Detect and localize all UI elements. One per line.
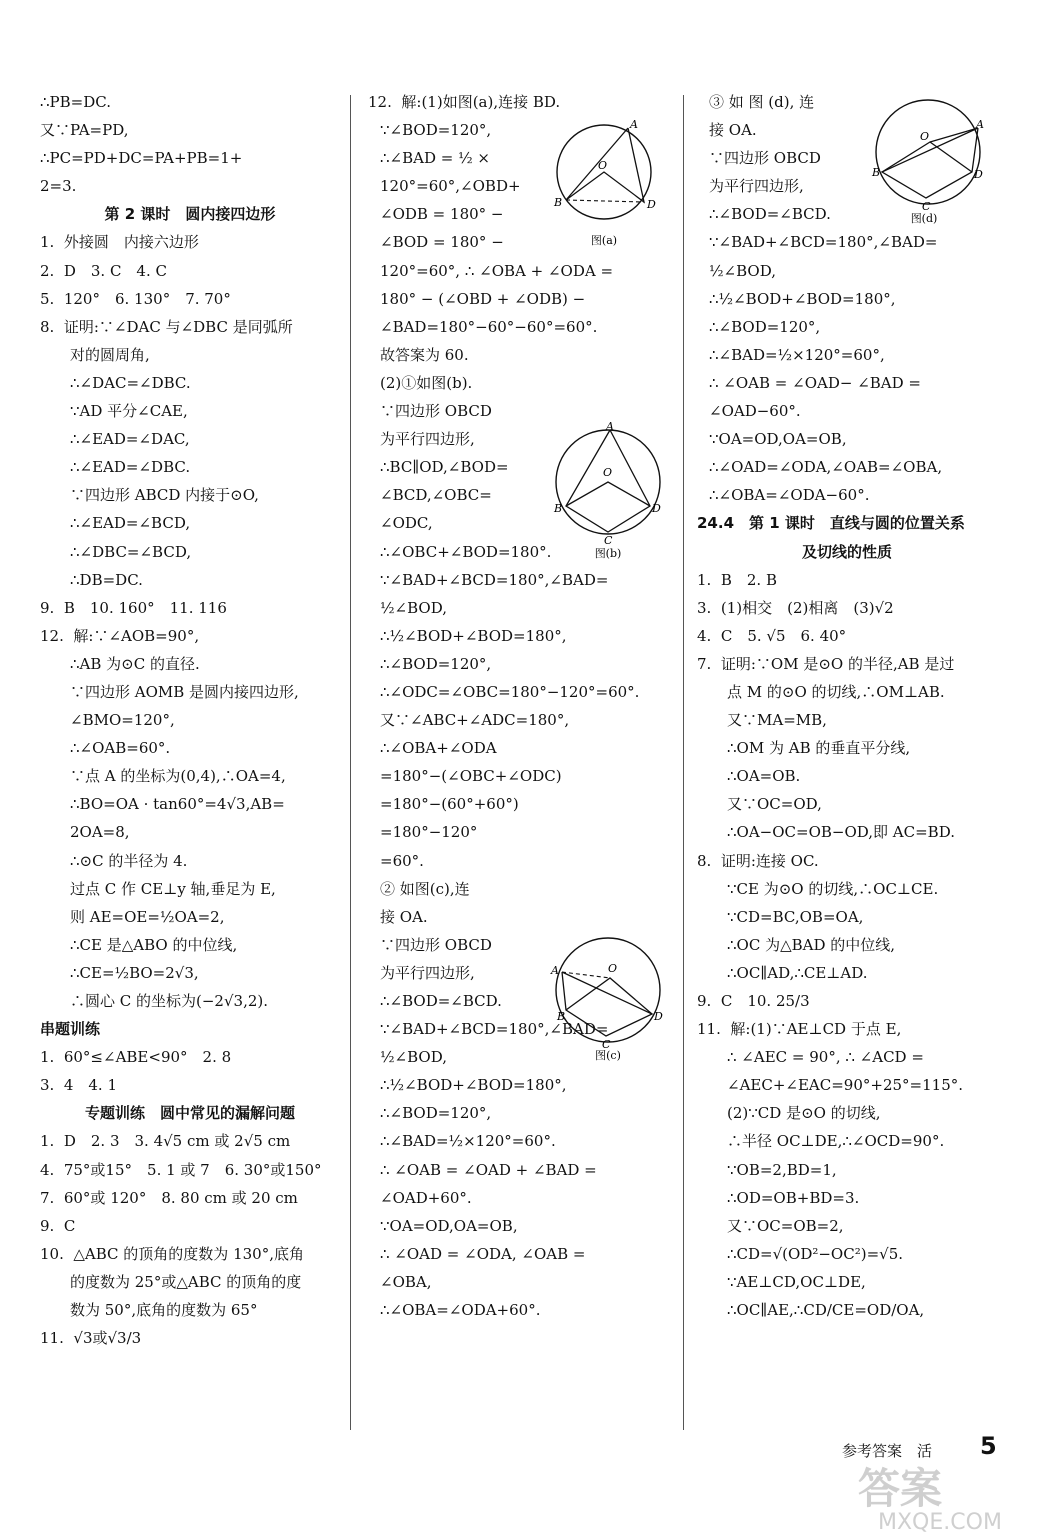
section-heading: 24.4 第 1 课时 直线与圆的位置关系 [697, 514, 965, 533]
answer-line: ∴∠OBC+∠BOD=180°. [380, 542, 552, 561]
figure-caption: 图(d) [910, 212, 938, 225]
answer-line: 1. D 2. 3 3. 4√5 cm 或 2√5 cm [40, 1132, 291, 1151]
svg-text:答案: 答案 [858, 1464, 943, 1513]
label-A: A [551, 964, 559, 977]
answer-line: ∵点 A 的坐标为(0,4),∴OA=4, [70, 767, 286, 786]
answer-line: 为平行四边形, [380, 430, 475, 449]
answer-line: ½∠BOD, [709, 261, 776, 280]
answer-line: 则 AE=OE=½OA=2, [70, 907, 225, 926]
answer-line: 3. 4 4. 1 [40, 1076, 118, 1095]
answer-line: ∴∠BAD = ½ × [380, 149, 490, 168]
answer-line: ∴DB=DC. [70, 570, 143, 589]
figure-c [548, 932, 668, 1062]
label-D: D [974, 168, 983, 181]
answer-line: ∴ ∠AEC = 90°, ∴ ∠ACD = [727, 1048, 924, 1067]
answer-line: ∴OM 为 AB 的垂直平分线, [727, 739, 911, 758]
answer-line: 接 OA. [380, 907, 428, 926]
label-D: D [654, 1010, 663, 1023]
answer-line: 又∵∠ABC+∠ADC=180°, [380, 711, 570, 730]
answer-line: ∵CE 为⊙O 的切线,∴OC⊥CE. [727, 879, 939, 898]
answer-line: ∴AB 为⊙C 的直径. [70, 654, 200, 673]
answer-line: ∴½∠BOD+∠BOD=180°, [380, 626, 567, 645]
answer-line: 为平行四边形, [709, 177, 804, 196]
answer-line: ∴∠DBC=∠BCD, [70, 542, 192, 561]
answer-line: ∴∠OBA+∠ODA [380, 739, 497, 758]
label-B: B [554, 196, 563, 209]
answer-line: ∴∠ODC=∠OBC=180°−120°=60°. [380, 682, 640, 701]
answer-line: ∴ ∠OAB = ∠OAD + ∠BAD = [380, 1160, 597, 1179]
answer-line: ∴∠BOD=120°, [380, 654, 492, 673]
answer-line: ∴⊙C 的半径为 4. [70, 851, 188, 870]
answer-line: ∠OAD−60°. [709, 402, 801, 421]
answer-line: ∵∠BAD+∠BCD=180°,∠BAD= [380, 570, 609, 589]
answer-line: ∴OA=OB. [727, 767, 801, 786]
answer-line: 9. C [40, 1216, 76, 1235]
answer-line: ∴∠BOD=120°, [380, 1104, 492, 1123]
answer-line: 2=3. [40, 177, 77, 196]
figure-d [868, 96, 988, 226]
answer-line: ∴PB=DC. [40, 93, 111, 111]
answer-line: ∵OA=OD,OA=OB, [380, 1216, 518, 1235]
answer-line: ∴圆心 C 的坐标为(−2√3,2). [70, 992, 269, 1010]
answer-line: 120°=60°,∠OBD+ [380, 177, 521, 196]
label-D: D [647, 198, 656, 211]
answer-line: 3. (1)相交 (2)相离 (3)√2 [697, 598, 894, 617]
label-B: B [872, 166, 881, 179]
label-O: O [608, 962, 618, 975]
answer-line: ∵AE⊥CD,OC⊥DE, [727, 1272, 866, 1291]
label-A: A [630, 118, 638, 131]
answer-line: ∴½∠BOD+∠BOD=180°, [709, 289, 896, 308]
section-heading: 第 2 课时 圆内接四边形 [104, 205, 276, 224]
answer-line: ∵四边形 OBCD [380, 402, 492, 421]
answer-line: ∴∠DAC=∠DBC. [70, 373, 191, 392]
answer-line: 8. 证明:∵∠DAC 与∠DBC 是同弧所 [40, 317, 293, 336]
answer-line: ∴∠BOD=∠BCD. [709, 205, 831, 224]
answer-line: ∴OD=OB+BD=3. [727, 1188, 860, 1207]
answer-line: 又∵OC=OD, [727, 795, 822, 814]
answer-line: ½∠BOD, [380, 598, 447, 617]
answer-line: ∵∠BAD+∠BCD=180°,∠BAD= [709, 233, 938, 252]
column-3 [697, 88, 997, 1324]
answer-line: ∴∠OBA=∠ODA−60°. [709, 486, 870, 505]
section-heading: 串题训练 [40, 1020, 101, 1039]
label-B: B [554, 502, 563, 515]
column-2 [368, 88, 673, 1324]
answer-line: ∴∠EAD=∠DBC. [70, 458, 191, 477]
section-heading: 专题训练 圆中常见的漏解问题 [84, 1104, 295, 1123]
answer-line: ∵四边形 ABCD 内接于⊙O, [70, 486, 259, 505]
answer-line: ∵∠BAD+∠BCD=180°,∠BAD= [380, 1020, 609, 1039]
answer-line: 5. 120° 6. 130° 7. 70° [40, 289, 231, 308]
answer-line: ∴CD=√(OD²−OC²)=√5. [727, 1244, 904, 1263]
answer-line: 7. 证明:∵OM 是⊙O 的半径,AB 是过 [697, 654, 955, 673]
answer-line: 11. 解:(1)∵AE⊥CD 于点 E, [697, 1020, 902, 1039]
answer-line: ∴ ∠OAB = ∠OAD− ∠BAD = [709, 373, 921, 392]
figure-a [548, 118, 668, 248]
answer-line: ½∠BOD, [380, 1048, 447, 1067]
answer-line: 2OA=8, [70, 823, 130, 842]
answer-line: 12. 解:(1)如图(a),连接 BD. [368, 93, 561, 111]
answer-line: 12. 解:∵∠AOB=90°, [40, 626, 200, 645]
answer-line: 对的圆周角, [70, 345, 150, 364]
answer-line: ∴∠BOD=120°, [709, 317, 821, 336]
label-O: O [920, 130, 930, 143]
label-B: B [557, 1010, 566, 1023]
answer-line: ∴CE=½BO=2√3, [70, 963, 199, 982]
answer-line: ∴∠EAD=∠BCD, [70, 514, 191, 533]
label-C: C [922, 200, 931, 213]
label-C: C [604, 534, 613, 547]
label-A: A [606, 420, 614, 433]
answer-line: 过点 C 作 CE⊥y 轴,垂足为 E, [70, 879, 276, 898]
answer-line: 接 OA. [709, 121, 757, 140]
answer-line: ∴ ∠OAD = ∠ODA, ∠OAB = [380, 1244, 586, 1263]
svg-text:MXQE.COM: MXQE.COM [878, 1510, 1002, 1533]
answer-line: ∴∠BAD=½×120°=60°. [380, 1132, 556, 1151]
answer-line: ∴∠EAD=∠DAC, [70, 430, 190, 449]
answer-line: 7. 60°或 120° 8. 80 cm 或 20 cm [40, 1188, 298, 1207]
answer-line: ∴∠BAD=½×120°=60°, [709, 345, 885, 364]
answer-line: ∠ODB = 180° − [380, 205, 504, 224]
answer-line: ∠OAD+60°. [380, 1188, 472, 1207]
page-number: 5 [980, 1432, 997, 1460]
figure-caption: 图(b) [594, 547, 622, 560]
answer-line: ∠BCD,∠OBC= [380, 486, 492, 505]
answer-line: ∠OBA, [380, 1272, 432, 1291]
answer-line: ∠BMO=120°, [70, 711, 175, 730]
figure-caption: 图(c) [595, 1049, 621, 1062]
answer-line: 为平行四边形, [380, 963, 475, 982]
answer-line: ∴BC∥OD,∠BOD= [380, 458, 509, 477]
answer-line: ∴PC=PD+DC=PA+PB=1+ [40, 149, 243, 168]
figure-b [548, 420, 668, 560]
answer-line: ∴∠OBA=∠ODA+60°. [380, 1301, 541, 1320]
answer-line: 2. D 3. C 4. C [40, 261, 167, 280]
answer-line: =60°. [380, 851, 424, 870]
answer-line: ∵四边形 OBCD [380, 935, 492, 954]
answer-line: ∴OC∥AE,∴CD/CE=OD/OA, [727, 1301, 925, 1320]
answer-line: ∴CE 是△ABO 的中位线, [70, 935, 238, 954]
answer-line: (2)①如图(b). [380, 373, 473, 392]
label-C: C [602, 1038, 611, 1051]
answer-line: ∵四边形 AOMB 是圆内接四边形, [70, 682, 299, 701]
answer-line: 4. C 5. √5 6. 40° [697, 626, 847, 645]
label-O: O [598, 159, 608, 172]
answer-line: ② 如图(c),连 [380, 879, 470, 898]
column-1 [40, 88, 340, 1352]
answer-line: ∵AD 平分∠CAE, [70, 402, 188, 421]
label-D: D [652, 502, 661, 515]
answer-line: 数为 50°,底角的度数为 65° [70, 1301, 258, 1320]
answer-line: ∠BAD=180°−60°−60°=60°. [380, 317, 598, 336]
answer-line: 故答案为 60. [380, 345, 469, 364]
label-A: A [976, 118, 984, 131]
answer-line: ∵OB=2,BD=1, [727, 1160, 837, 1179]
section-heading: 及切线的性质 [801, 542, 892, 561]
answer-line: 10. △ABC 的顶角的度数为 130°,底角 [40, 1244, 304, 1263]
answer-line: ∴BO=OA · tan60°=4√3,AB= [70, 795, 285, 814]
answer-line: 1. B 2. B [697, 570, 777, 589]
answer-line: ∵CD=BC,OB=OA, [727, 907, 864, 926]
answer-line: 的度数为 25°或△ABC 的顶角的度 [70, 1272, 302, 1291]
answer-line: ∴OC∥AD,∴CE⊥AD. [727, 963, 868, 982]
answer-line: (2)∵CD 是⊙O 的切线, [727, 1104, 881, 1123]
answer-line: ∴∠OAB=60°. [70, 739, 171, 758]
answer-line: =180°−(∠OBC+∠ODC) [380, 767, 562, 786]
answer-line: 9. B 10. 160° 11. 116 [40, 598, 227, 617]
answer-line: =180°−120° [380, 823, 478, 842]
answer-line: ∵OA=OD,OA=OB, [709, 430, 847, 449]
column-divider [683, 95, 684, 1430]
column-divider [350, 95, 351, 1430]
label-O: O [603, 466, 613, 479]
answer-line: ∵∠BOD=120°, [380, 121, 492, 140]
watermark-logo [838, 1455, 1053, 1533]
answer-line: ③ 如 图 (d), 连 [709, 93, 815, 111]
answer-line: 1. 外接圆 内接六边形 [40, 233, 199, 252]
answer-line: 1. 60°≤∠ABE<90° 2. 8 [40, 1048, 232, 1067]
answer-line: 又∵PA=PD, [40, 121, 129, 140]
footer-label: 参考答案 活 [842, 1442, 933, 1460]
answer-line: 8. 证明:连接 OC. [697, 851, 819, 870]
answer-line: 9. C 10. 25/3 [697, 992, 810, 1010]
answer-line: ∴半径 OC⊥DE,∴∠OCD=90°. [727, 1132, 945, 1151]
answer-line: ∠BOD = 180° − [380, 233, 504, 252]
answer-line: =180°−(60°+60°) [380, 795, 519, 814]
answer-line: 4. 75°或15° 5. 1 或 7 6. 30°或150° [40, 1160, 322, 1179]
answer-line: ∴∠BOD=∠BCD. [380, 992, 502, 1010]
answer-line: 11. √3或√3/3 [40, 1329, 142, 1348]
answer-line: ∠ODC, [380, 514, 433, 533]
answer-line: 又∵OC=OB=2, [727, 1216, 844, 1235]
answer-line: ∴½∠BOD+∠BOD=180°, [380, 1076, 567, 1095]
answer-line: ∴OA−OC=OB−OD,即 AC=BD. [727, 823, 955, 842]
answer-line: 又∵MA=MB, [727, 711, 827, 730]
answer-line: 120°=60°, ∴ ∠OBA + ∠ODA = [380, 261, 614, 280]
answer-line: 点 M 的⊙O 的切线,∴OM⊥AB. [727, 682, 945, 701]
answer-line: ∵四边形 OBCD [709, 149, 821, 168]
answer-line: ∴OC 为△BAD 的中位线, [727, 935, 896, 954]
figure-caption: 图(a) [590, 234, 618, 247]
answer-line: ∠AEC+∠EAC=90°+25°=115°. [727, 1076, 964, 1095]
answer-line: 180° − (∠OBD + ∠ODB) − [380, 289, 586, 308]
answer-line: ∴∠OAD=∠ODA,∠OAB=∠OBA, [709, 458, 943, 477]
